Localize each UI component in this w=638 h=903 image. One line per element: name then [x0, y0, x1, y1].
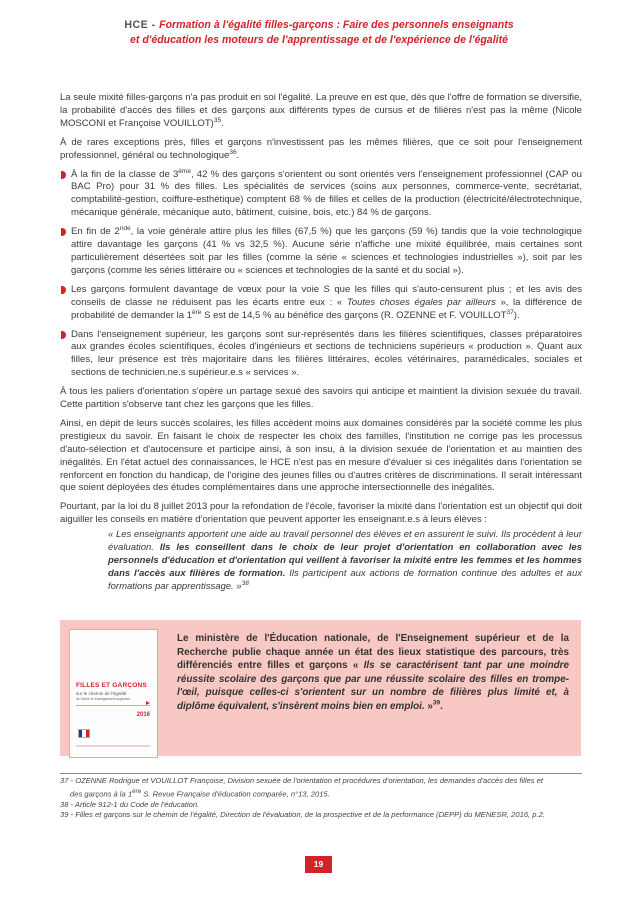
- box-text-b: »: [424, 700, 433, 712]
- bullet-item-3: [60, 284, 582, 323]
- paragraph-1: La seule mixité filles-garçons n'a pas produit en soi l'égalité. La preuve en est que, dès que l'offre de formation se diversifie, la probabilité d'accès des filles et des garçons aux différents types de cursus et de filières n'est pas la même (Nicole MOSCONI et Françoise VOUILLOT)$^{35}$.: [60, 92, 582, 129]
- bullet-3-italic: Toutes choses égales par ailleurs: [346, 296, 496, 308]
- bullet-marker-icon: [61, 228, 66, 236]
- bullet-marker-icon: [61, 171, 66, 179]
- cover-title: FILLES ET GARÇONS: [76, 682, 147, 689]
- cover-divider: [76, 705, 150, 706]
- highlight-box: [60, 620, 581, 756]
- box-text-c: .: [440, 700, 443, 712]
- bullet-4-text: Dans l'enseignement supérieur, les garçons sont sur-représentés dans les filières scientifiques, classes préparatoires aux grandes écoles scientifiques, écoles d'ingénieurs et sections de techniciens supérieurs « production ». Quant aux filles, leur présence est très majoritaire dans les filières littéraires, écoles vétérinaires, paramédicales, sociales et sections de technicien.ne.s supérieur.e.s « services ».: [71, 328, 582, 379]
- footnote-37-line-1: 37 - OZENNE Rodrigue et VOUILLOT Françoise, Division sexuée de l'orientation et procédures d'orientation, les demandes d'accès des filles et: [60, 776, 543, 785]
- main-content: [60, 92, 582, 594]
- box-text-italic: Ils se caractérisent tant par une moindre réussite scolaire des garçons que par une réussite scolaire des filles en trompe-l'œil, puisque celles-ci s'orientent sur un nombre de filières plus limité et, à diplôme équivalent, s'insèrent moins bien en emploi.: [177, 660, 569, 712]
- bullet-3-text-c: S est de 14,5 % au bénéfice des garçons (R. OZENNE et F. VOUILLOT: [201, 309, 507, 321]
- page-number: 19: [305, 856, 332, 873]
- bullet-3-text-b: », la différence de probabilité de demander la 1: [71, 296, 582, 321]
- bullet-item-4: [60, 329, 582, 381]
- quote-text-a: « Les enseignants apportent une aide au travail personnel des élèves et en assurent le suivi. Ils procèdent à leur évaluation.: [108, 529, 582, 554]
- cover-subtitle: sur le chemin de l'égalité: [76, 691, 127, 696]
- footnote-37-sup: ère: [132, 787, 142, 795]
- paragraph-2: À de rares exceptions près, filles et garçons n'investissent pas les mêmes filières, que ce soit pour l'enseignement professionnel, général ou technologique$^{36}$.: [60, 136, 582, 161]
- bullet-item-1: [60, 169, 582, 221]
- footnote-ref-35[interactable]: 35: [213, 116, 222, 124]
- footnote-ref-37[interactable]: 37: [506, 308, 514, 316]
- footnote-37-text-a: des garçons à la 1: [70, 789, 133, 799]
- page-header: [0, 18, 638, 48]
- box-text-a: Le ministère de l'Éducation nationale, de l'Enseignement supérieur et de la Recherche publie chaque année un état des lieux statistique des parcours, très différenciés entre filles et garçons «: [177, 633, 569, 672]
- bullet-1-text-a: À la fin de la classe de 3: [71, 168, 179, 180]
- bullet-marker-icon: [61, 331, 66, 339]
- paragraph-3: À tous les paliers d'orientation s'opère un partage sexué des savoirs qui anticipe et maintient la division sexuée du travail. Cette partition s'observe tant chez les garçons que les filles.: [60, 386, 582, 411]
- footnote-ref-36[interactable]: 36: [229, 148, 237, 156]
- bullet-2-text-a: En fin de 2: [71, 226, 120, 238]
- arrow-right-icon: [146, 701, 150, 705]
- bullet-item-2: [60, 226, 582, 278]
- header-line-1: [0, 18, 638, 33]
- bullet-marker-icon: [61, 286, 66, 294]
- cover-subtitle-2: de l'école à l'enseignement supérieur: [76, 697, 131, 701]
- cover-footer-band: [76, 745, 150, 747]
- footnote-37-text-b: S. Revue Française d'éducation comparée, n°13, 2015.: [141, 789, 330, 799]
- paragraph-1-text: La seule mixité filles-garçons n'a pas produit en soi l'égalité. La preuve en est que, dès que l'offre de formation se diversifie, la probabilité d'accès des filles et des garçons aux différents types de cursus et de filières n'est pas la même (Nicole MOSCONI et Françoise VOUILLOT): [60, 92, 582, 129]
- paragraph-4: Ainsi, en dépit de leurs succès scolaires, les filles accèdent moins aux domaines considérés par la société comme les plus prestigieux du savoir. En faisant le choix de respecter les choix des familles, l'institution ne corrige pas les processus d'auto-sélection et d'autocensure et participe ainsi, à son insu, à la division sexuée de l'orientation et au maintien des inégalités. En l'état actuel des connaissances, le HCE n'est pas en mesure d'évaluer si ces inégalités dans l'orientation se renforcent en fonction du handicap, de l'origine des jeunes filles ou d'autres critères de discriminations. Il serait intéressant que soient déployées des études complémentaires dans une approche intersectionnelle des inégalités.: [60, 417, 582, 494]
- republique-logo-icon: [78, 729, 90, 738]
- quote-bold-text: Ils les conseillent dans le choix de leur projet d'orientation en collaboration avec les personnels d'éducation et d'orientation qui veillent à favoriser la mixité entre les femmes et les hommes dans l'accès aux filières de formation.: [108, 542, 582, 579]
- header-line-2: et d'éducation les moteurs de l'apprentissage et de l'expérience de l'égalité: [129, 34, 509, 46]
- bullet-2-text-b: , la voie générale attire plus les filles (67,5 %) que les garçons (59 %) tandis que la voie technologique attire davantage les garçons (41 % vs 32,5 %). Aucune série n'affiche une mixité équilibrée, mais certaines sont particulièrement désertées soit par les filles (comme la série « sciences et technologies industrielles »), soit par les garçons (comme les séries littéraire ou « sciences et technologies de la santé et du social »).: [71, 226, 582, 276]
- bullet-3-text-a: Les garçons formulent davantage de vœux pour la voie S que les filles qui s'auto-censurent plus ; et les avis des conseils de classe ne réduisent pas les écarts entre eux : «: [71, 283, 582, 308]
- footnote-divider: [60, 773, 582, 774]
- footnote-ref-38[interactable]: 38: [241, 579, 249, 587]
- cover-year: 2016: [136, 712, 150, 718]
- bullet-1-sup: ème: [178, 167, 191, 175]
- header-hce: HCE -: [124, 19, 160, 31]
- bullet-3-text-d: ).: [513, 309, 520, 321]
- bullet-1-text-b: , 42 % des garçons s'orientent ou sont orientés vers l'enseignement professionnel (CAP ou BAC Pro) pour 31 % des filles. Les spécialités de services (soins aux personnes, commerce-vente, secrétariat, comptabilité-gestion, coiffure-esthétique) comptent 68 % de filles et celles de la production (électricité/électrotechnique, mécanique générale, mécanique auto, bâtiment, cuisine, bois, etc.) 84 % de garçons.: [71, 168, 582, 219]
- bullet-3-sup: ère: [192, 308, 202, 316]
- header-title-1: Formation à l'égalité filles-garçons : Faire des personnels enseignants: [159, 19, 514, 31]
- footnote-39: 39 - Filles et garçons sur le chemin de l'égalité, Direction de l'évaluation, de la prospective et de la performance (DEPP) du MENESR, 2016, p.2.: [60, 810, 545, 820]
- report-cover-image: [69, 629, 158, 758]
- footnotes: [60, 776, 586, 821]
- paragraph-2-text: À de rares exceptions près, filles et garçons n'investissent pas les mêmes filières, que ce soit pour l'enseignement professionnel, général ou technologique: [60, 136, 582, 161]
- quote-text-b: Ils participent aux actions de formation continue des adultes et aux formations par apprentissage. »: [108, 567, 583, 592]
- law-quote: [108, 529, 582, 594]
- footnote-37-line-2: [70, 787, 586, 800]
- box-text: [177, 632, 569, 714]
- paragraph-5: Pourtant, par la loi du 8 juillet 2013 pour la refondation de l'école, favoriser la mixité dans l'orientation est un objectif qui doit aiguiller les conseils en matière d'orientation que peuvent apporter les enseignant.e.s à leurs élèves :: [60, 501, 582, 526]
- footnote-38: 38 - Article 912-1 du Code de l'éducation.: [60, 799, 200, 809]
- footnote-ref-39[interactable]: 39: [432, 699, 441, 707]
- bullet-2-sup: nde: [119, 224, 131, 232]
